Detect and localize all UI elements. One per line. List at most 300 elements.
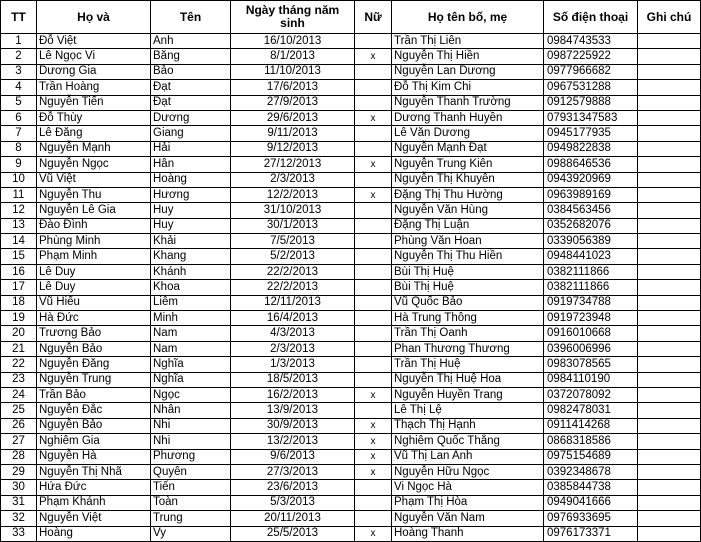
table-row (1, 95, 701, 110)
cell-ho-va: Đào Đình (37, 218, 151, 233)
cell-ho-ten-bo-me: Trần Thị Liên (392, 34, 544, 49)
cell-so-dien-thoai: 0976933695 (544, 511, 638, 526)
cell-nu: x (355, 418, 392, 433)
cell-ngay-sinh: 9/11/2013 (231, 126, 355, 141)
header-nu: Nữ (355, 1, 392, 34)
cell-ghi-chu (638, 357, 701, 372)
table-row (1, 418, 701, 433)
cell-ngay-sinh: 29/6/2013 (231, 110, 355, 125)
cell-ho-va: Nguyễn Mạnh (37, 141, 151, 156)
header-ho-ten-bo-me: Họ tên bố, mẹ (392, 1, 544, 34)
cell-ten: Phương (151, 449, 231, 464)
cell-so-dien-thoai: 0967531288 (544, 80, 638, 95)
cell-nu (355, 218, 392, 233)
cell-ghi-chu (638, 157, 701, 172)
table-row (1, 234, 701, 249)
table-row (1, 34, 701, 49)
cell-ho-ten-bo-me: Nguyễn Thị Huệ Hoa (392, 372, 544, 387)
cell-ngay-sinh: 27/12/2013 (231, 157, 355, 172)
cell-ho-va: Hoàng (37, 526, 151, 541)
cell-ten: Nam (151, 341, 231, 356)
cell-ngay-sinh: 4/3/2013 (231, 326, 355, 341)
cell-nu (355, 511, 392, 526)
header-row (1, 1, 701, 34)
cell-ten: Giang (151, 126, 231, 141)
cell-ho-va: Vũ Việt (37, 172, 151, 187)
table-row (1, 49, 701, 64)
cell-ghi-chu (638, 326, 701, 341)
table-row (1, 280, 701, 295)
table-body (1, 34, 701, 542)
cell-nu: x (355, 434, 392, 449)
cell-tt: 33 (1, 526, 37, 541)
cell-ho-va: Nguyễn Đăng (37, 357, 151, 372)
cell-so-dien-thoai: 0919723948 (544, 311, 638, 326)
cell-tt: 10 (1, 172, 37, 187)
cell-ho-ten-bo-me: Đặng Thị Luận (392, 218, 544, 233)
table-row (1, 80, 701, 95)
cell-ho-va: Đỗ Thùy (37, 110, 151, 125)
cell-ghi-chu (638, 218, 701, 233)
cell-ten: Dương (151, 110, 231, 125)
cell-ho-ten-bo-me: Nguyễn Thị Hiền (392, 49, 544, 64)
cell-so-dien-thoai: 0943920969 (544, 172, 638, 187)
cell-nu (355, 264, 392, 279)
cell-ho-ten-bo-me: Bùi Thị Huệ (392, 280, 544, 295)
cell-tt: 31 (1, 495, 37, 510)
table-row (1, 387, 701, 402)
cell-nu: x (355, 526, 392, 541)
cell-nu (355, 403, 392, 418)
cell-tt: 3 (1, 64, 37, 79)
cell-so-dien-thoai: 0963989169 (544, 187, 638, 202)
cell-tt: 2 (1, 49, 37, 64)
cell-nu: x (355, 449, 392, 464)
cell-ngay-sinh: 7/5/2013 (231, 234, 355, 249)
cell-ho-ten-bo-me: Nguyễn Thanh Trường (392, 95, 544, 110)
cell-so-dien-thoai: 0396006996 (544, 341, 638, 356)
cell-ho-va: Nguyễn Bảo (37, 418, 151, 433)
cell-ghi-chu (638, 495, 701, 510)
cell-ghi-chu (638, 49, 701, 64)
table-row (1, 64, 701, 79)
cell-ghi-chu (638, 526, 701, 541)
cell-ten: Ngọc (151, 387, 231, 402)
cell-ho-va: Nguyễn Lê Gia (37, 203, 151, 218)
cell-ngay-sinh: 13/2/2013 (231, 434, 355, 449)
cell-ngay-sinh: 23/6/2013 (231, 480, 355, 495)
cell-nu: x (355, 464, 392, 479)
cell-ngay-sinh: 13/9/2013 (231, 403, 355, 418)
cell-ghi-chu (638, 311, 701, 326)
cell-ho-va: Nguyễn Tiến (37, 95, 151, 110)
cell-ghi-chu (638, 249, 701, 264)
cell-so-dien-thoai: 0984110190 (544, 372, 638, 387)
cell-tt: 9 (1, 157, 37, 172)
cell-tt: 16 (1, 264, 37, 279)
cell-so-dien-thoai: 0983078565 (544, 357, 638, 372)
cell-ho-va: Nguyễn Đắc (37, 403, 151, 418)
cell-nu (355, 126, 392, 141)
table-row (1, 264, 701, 279)
cell-so-dien-thoai: 0949822838 (544, 141, 638, 156)
cell-ngay-sinh: 2/3/2013 (231, 172, 355, 187)
cell-nu (355, 280, 392, 295)
cell-ho-ten-bo-me: Thạch Thị Hạnh (392, 418, 544, 433)
table-row (1, 464, 701, 479)
cell-ho-ten-bo-me: Nguyễn Thị Khuyên (392, 172, 544, 187)
cell-tt: 1 (1, 34, 37, 49)
cell-ho-ten-bo-me: Nguyễn Mạnh Đạt (392, 141, 544, 156)
cell-ngay-sinh: 17/6/2013 (231, 80, 355, 95)
cell-ten: Khang (151, 249, 231, 264)
cell-ghi-chu (638, 372, 701, 387)
cell-so-dien-thoai: 0945177935 (544, 126, 638, 141)
cell-ghi-chu (638, 295, 701, 310)
cell-ho-ten-bo-me: Nguyễn Thị Thu Hiền (392, 249, 544, 264)
cell-tt: 25 (1, 403, 37, 418)
cell-ghi-chu (638, 418, 701, 433)
table-row (1, 449, 701, 464)
cell-tt: 24 (1, 387, 37, 402)
table-row (1, 218, 701, 233)
table-row (1, 341, 701, 356)
cell-tt: 18 (1, 295, 37, 310)
cell-ngay-sinh: 11/10/2013 (231, 64, 355, 79)
cell-ho-va: Nguyễn Thị Nhã (37, 464, 151, 479)
table-row (1, 357, 701, 372)
cell-ten: Băng (151, 49, 231, 64)
cell-ten: Nghĩa (151, 372, 231, 387)
cell-nu (355, 311, 392, 326)
cell-ghi-chu (638, 110, 701, 125)
cell-tt: 32 (1, 511, 37, 526)
cell-ghi-chu (638, 280, 701, 295)
cell-ho-ten-bo-me: Hà Trung Thông (392, 311, 544, 326)
cell-tt: 21 (1, 341, 37, 356)
cell-so-dien-thoai: 0977966682 (544, 64, 638, 79)
cell-ghi-chu (638, 34, 701, 49)
cell-ghi-chu (638, 341, 701, 356)
cell-nu (355, 295, 392, 310)
cell-ngay-sinh: 30/9/2013 (231, 418, 355, 433)
cell-so-dien-thoai: 0868318586 (544, 434, 638, 449)
table-row (1, 434, 701, 449)
cell-ho-ten-bo-me: Trần Thị Huệ (392, 357, 544, 372)
cell-nu (355, 34, 392, 49)
cell-nu: x (355, 387, 392, 402)
cell-ten: Tiến (151, 480, 231, 495)
table-row (1, 311, 701, 326)
cell-ten: Nhi (151, 434, 231, 449)
cell-so-dien-thoai: 0339056389 (544, 234, 638, 249)
cell-ho-va: Phạm Khánh (37, 495, 151, 510)
cell-ho-va: Trương Bảo (37, 326, 151, 341)
cell-tt: 8 (1, 141, 37, 156)
cell-so-dien-thoai: 0987225922 (544, 49, 638, 64)
cell-ghi-chu (638, 234, 701, 249)
cell-so-dien-thoai: 0372078092 (544, 387, 638, 402)
cell-tt: 17 (1, 280, 37, 295)
cell-ghi-chu (638, 449, 701, 464)
cell-ghi-chu (638, 511, 701, 526)
cell-ngay-sinh: 22/2/2013 (231, 264, 355, 279)
cell-tt: 30 (1, 480, 37, 495)
cell-ten: Huy (151, 218, 231, 233)
table-row (1, 295, 701, 310)
cell-ngay-sinh: 27/3/2013 (231, 464, 355, 479)
table-row (1, 187, 701, 202)
table-row (1, 126, 701, 141)
cell-ten: Đạt (151, 80, 231, 95)
cell-ten: Vy (151, 526, 231, 541)
table-row (1, 526, 701, 541)
cell-ghi-chu (638, 403, 701, 418)
cell-ho-va: Nguyễn Trung (37, 372, 151, 387)
cell-tt: 15 (1, 249, 37, 264)
cell-ngay-sinh: 16/10/2013 (231, 34, 355, 49)
cell-ho-ten-bo-me: Nguyễn Lan Dương (392, 64, 544, 79)
table-row (1, 480, 701, 495)
cell-ho-ten-bo-me: Đỗ Thị Kim Chi (392, 80, 544, 95)
cell-so-dien-thoai: 0948441023 (544, 249, 638, 264)
cell-nu (355, 326, 392, 341)
cell-ho-ten-bo-me: Phạm Thị Hòa (392, 495, 544, 510)
cell-ten: Toàn (151, 495, 231, 510)
cell-ho-ten-bo-me: Vũ Quốc Bảo (392, 295, 544, 310)
cell-ho-ten-bo-me: Hoàng Thanh (392, 526, 544, 541)
cell-nu (355, 341, 392, 356)
cell-ho-ten-bo-me: Nguyễn Trung Kiên (392, 157, 544, 172)
cell-ten: Bảo (151, 64, 231, 79)
header-so-dien-thoai: Số điện thoại (544, 1, 638, 34)
table-row (1, 110, 701, 125)
cell-tt: 20 (1, 326, 37, 341)
cell-ngay-sinh: 25/5/2013 (231, 526, 355, 541)
cell-ten: Khải (151, 234, 231, 249)
cell-ho-va: Nguyễn Hà (37, 449, 151, 464)
cell-so-dien-thoai: 0976173371 (544, 526, 638, 541)
table-row (1, 403, 701, 418)
cell-ho-ten-bo-me: Phùng Văn Hoan (392, 234, 544, 249)
cell-ngay-sinh: 9/12/2013 (231, 141, 355, 156)
cell-ghi-chu (638, 464, 701, 479)
cell-ngay-sinh: 27/9/2013 (231, 95, 355, 110)
cell-tt: 4 (1, 80, 37, 95)
cell-ho-va: Nguyễn Bảo (37, 341, 151, 356)
cell-ten: Hương (151, 187, 231, 202)
table-row (1, 172, 701, 187)
cell-ten: Nghĩa (151, 357, 231, 372)
cell-nu (355, 80, 392, 95)
cell-ho-ten-bo-me: Trần Thị Oanh (392, 326, 544, 341)
cell-tt: 28 (1, 449, 37, 464)
header-ten: Tên (151, 1, 231, 34)
cell-so-dien-thoai: 0919734788 (544, 295, 638, 310)
cell-ghi-chu (638, 187, 701, 202)
cell-so-dien-thoai: 0382111866 (544, 280, 638, 295)
cell-ho-va: Vũ Hiếu (37, 295, 151, 310)
cell-ten: Hân (151, 157, 231, 172)
cell-so-dien-thoai: 0984743533 (544, 34, 638, 49)
cell-ghi-chu (638, 80, 701, 95)
cell-so-dien-thoai: 0382111866 (544, 264, 638, 279)
table-row (1, 495, 701, 510)
cell-ho-va: Lê Duy (37, 280, 151, 295)
cell-ngay-sinh: 9/6/2013 (231, 449, 355, 464)
cell-ho-va: Lê Ngọc Vi (37, 49, 151, 64)
cell-ho-ten-bo-me: Lê Văn Dương (392, 126, 544, 141)
cell-ho-ten-bo-me: Nguyễn Văn Nam (392, 511, 544, 526)
cell-ho-va: Hứa Đức (37, 480, 151, 495)
cell-ngay-sinh: 1/3/2013 (231, 357, 355, 372)
cell-ngay-sinh: 12/11/2013 (231, 295, 355, 310)
cell-tt: 12 (1, 203, 37, 218)
cell-ghi-chu (638, 172, 701, 187)
cell-ghi-chu (638, 387, 701, 402)
cell-tt: 27 (1, 434, 37, 449)
cell-so-dien-thoai: 0912579888 (544, 95, 638, 110)
header-ghi-chu: Ghi chú (638, 1, 701, 34)
cell-ten: Minh (151, 311, 231, 326)
cell-ho-va: Nguyễn Thu (37, 187, 151, 202)
cell-ten: Quyên (151, 464, 231, 479)
cell-ghi-chu (638, 203, 701, 218)
cell-ho-va: Dương Gia (37, 64, 151, 79)
cell-ten: Liêm (151, 295, 231, 310)
cell-ghi-chu (638, 141, 701, 156)
cell-tt: 7 (1, 126, 37, 141)
table-row (1, 326, 701, 341)
cell-ngay-sinh: 8/1/2013 (231, 49, 355, 64)
cell-ten: Nhi (151, 418, 231, 433)
cell-nu: x (355, 49, 392, 64)
cell-ghi-chu (638, 264, 701, 279)
cell-nu (355, 172, 392, 187)
table-row (1, 372, 701, 387)
cell-ho-ten-bo-me: Nguyễn Hữu Ngọc (392, 464, 544, 479)
cell-tt: 19 (1, 311, 37, 326)
cell-ho-va: Lê Đăng (37, 126, 151, 141)
cell-ghi-chu (638, 126, 701, 141)
cell-nu: x (355, 157, 392, 172)
cell-tt: 26 (1, 418, 37, 433)
cell-tt: 29 (1, 464, 37, 479)
cell-nu (355, 203, 392, 218)
cell-ho-ten-bo-me: Dương Thanh Huyền (392, 110, 544, 125)
cell-ten: Nhân (151, 403, 231, 418)
cell-so-dien-thoai: 0988646536 (544, 157, 638, 172)
cell-ho-ten-bo-me: Bùi Thị Huệ (392, 264, 544, 279)
cell-ho-ten-bo-me: Vũ Thị Lan Anh (392, 449, 544, 464)
cell-ngay-sinh: 31/10/2013 (231, 203, 355, 218)
cell-so-dien-thoai: 0975154689 (544, 449, 638, 464)
cell-ngay-sinh: 30/1/2013 (231, 218, 355, 233)
cell-nu (355, 249, 392, 264)
cell-ten: Trung (151, 511, 231, 526)
table-row (1, 203, 701, 218)
cell-ghi-chu (638, 434, 701, 449)
cell-nu: x (355, 110, 392, 125)
cell-tt: 6 (1, 110, 37, 125)
cell-nu (355, 234, 392, 249)
cell-ngay-sinh: 12/2/2013 (231, 187, 355, 202)
cell-ho-va: Nghiêm Gia (37, 434, 151, 449)
cell-ten: Nam (151, 326, 231, 341)
cell-ngay-sinh: 5/2/2013 (231, 249, 355, 264)
cell-ho-ten-bo-me: Lê Thị Lệ (392, 403, 544, 418)
header-ngay-sinh: Ngày tháng năm sinh (231, 1, 355, 34)
cell-ho-va: Hà Đức (37, 311, 151, 326)
cell-nu (355, 64, 392, 79)
table-row (1, 157, 701, 172)
cell-so-dien-thoai: 0911414268 (544, 418, 638, 433)
cell-ho-va: Trần Bảo (37, 387, 151, 402)
cell-ho-ten-bo-me: Nguyễn Huyền Trang (392, 387, 544, 402)
cell-nu (355, 95, 392, 110)
header-ho-va: Họ và (37, 1, 151, 34)
header-tt: TT (1, 1, 37, 34)
cell-ho-ten-bo-me: Vi Ngọc Hà (392, 480, 544, 495)
cell-ngay-sinh: 22/2/2013 (231, 280, 355, 295)
cell-nu (355, 141, 392, 156)
cell-ngay-sinh: 18/5/2013 (231, 372, 355, 387)
cell-ten: Huy (151, 203, 231, 218)
cell-so-dien-thoai: 0916010668 (544, 326, 638, 341)
cell-ten: Hải (151, 141, 231, 156)
cell-ten: Khoa (151, 280, 231, 295)
cell-ho-va: Nguyễn Việt (37, 511, 151, 526)
table-header (1, 1, 701, 34)
cell-tt: 14 (1, 234, 37, 249)
cell-ghi-chu (638, 480, 701, 495)
table-row (1, 249, 701, 264)
cell-ngay-sinh: 5/3/2013 (231, 495, 355, 510)
cell-ho-va: Lê Duy (37, 264, 151, 279)
cell-nu (355, 372, 392, 387)
cell-ghi-chu (638, 95, 701, 110)
cell-ngay-sinh: 20/11/2013 (231, 511, 355, 526)
cell-ten: Anh (151, 34, 231, 49)
cell-so-dien-thoai: 07931347583 (544, 110, 638, 125)
cell-ho-va: Phạm Minh (37, 249, 151, 264)
cell-nu (355, 480, 392, 495)
cell-nu (355, 357, 392, 372)
cell-ten: Hoàng (151, 172, 231, 187)
cell-ten: Đạt (151, 95, 231, 110)
cell-ho-ten-bo-me: Phan Thương Thương (392, 341, 544, 356)
cell-tt: 23 (1, 372, 37, 387)
cell-so-dien-thoai: 0949041666 (544, 495, 638, 510)
cell-ngay-sinh: 16/4/2013 (231, 311, 355, 326)
cell-ghi-chu (638, 64, 701, 79)
cell-ten: Khánh (151, 264, 231, 279)
cell-tt: 11 (1, 187, 37, 202)
cell-ho-va: Trần Hoàng (37, 80, 151, 95)
cell-so-dien-thoai: 0982478031 (544, 403, 638, 418)
cell-ho-ten-bo-me: Nguyễn Văn Hùng (392, 203, 544, 218)
cell-ngay-sinh: 2/3/2013 (231, 341, 355, 356)
cell-tt: 5 (1, 95, 37, 110)
cell-ho-ten-bo-me: Nghiêm Quốc Thắng (392, 434, 544, 449)
cell-ho-ten-bo-me: Đặng Thị Thu Hường (392, 187, 544, 202)
cell-nu (355, 495, 392, 510)
table-row (1, 511, 701, 526)
table-row (1, 141, 701, 156)
cell-so-dien-thoai: 0352682076 (544, 218, 638, 233)
cell-nu: x (355, 187, 392, 202)
cell-tt: 22 (1, 357, 37, 372)
